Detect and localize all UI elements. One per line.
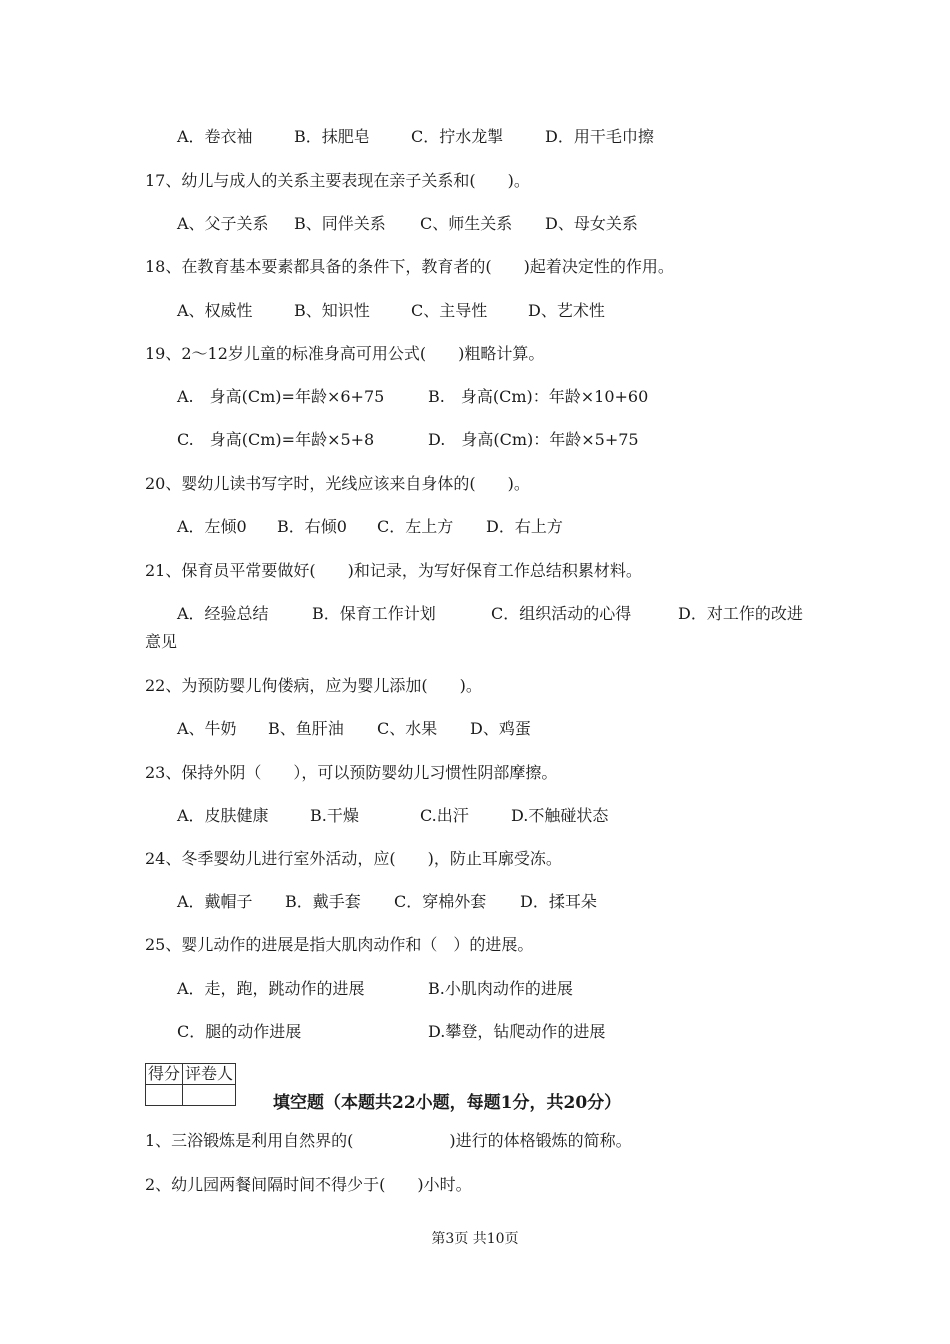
option-d: D、艺术性 <box>528 301 605 320</box>
option-c: C.出汗 <box>420 806 469 825</box>
option-c: C、师生关系 <box>420 214 513 233</box>
question-stem: 17、幼儿与成人的关系主要表现在亲子关系和( )。 <box>145 171 530 190</box>
option-b: B．右倾0 <box>277 517 347 536</box>
option-d: D．揉耳朵 <box>520 892 597 911</box>
option-a: A．左倾0 <box>177 517 247 536</box>
option-c: C．拧水龙掣 <box>411 127 504 146</box>
question-stem: 23、保持外阴（ ），可以预防婴幼儿习惯性阴部摩擦。 <box>145 763 558 782</box>
option-d: D.不触碰状态 <box>511 806 609 825</box>
option-d: D.攀登，钻爬动作的进展 <box>428 1022 606 1041</box>
option-c: C. 身高(Cm)=年龄×5+8 <box>177 430 375 449</box>
option-b: B、鱼肝油 <box>268 719 344 738</box>
option-a: A．皮肤健康 <box>177 806 269 825</box>
option-a: A．走，跑，跳动作的进展 <box>177 979 365 998</box>
option-a: A．卷衣袖 <box>177 127 253 146</box>
option-b: B．戴手套 <box>285 892 361 911</box>
option-b: B、同伴关系 <box>294 214 386 233</box>
fill-question: 1、三浴锻炼是利用自然界的( )进行的体格锻炼的简称。 <box>145 1131 632 1150</box>
option-a: A、父子关系 <box>177 214 269 233</box>
option-c: C．组织活动的心得 <box>491 604 632 623</box>
option-continuation: 意见 <box>145 632 178 651</box>
question-stem: 18、在教育基本要素都具备的条件下，教育者的( )起着决定性的作用。 <box>145 257 674 276</box>
score-table <box>145 1063 236 1106</box>
fill-question: 2、幼儿园两餐间隔时间不得少于( )小时。 <box>145 1175 472 1194</box>
question-stem: 24、冬季婴幼儿进行室外活动，应( )，防止耳廓受冻。 <box>145 849 562 868</box>
option-a: A．戴帽子 <box>177 892 253 911</box>
option-d: D、鸡蛋 <box>470 719 531 738</box>
option-d: D. 身高(Cm)：年龄×5+75 <box>428 430 639 449</box>
option-d: D．对工作的改进 <box>678 604 803 623</box>
question-stem: 20、婴幼儿读书写字时，光线应该来自身体的( )。 <box>145 474 530 493</box>
option-b: B．保育工作计划 <box>312 604 436 623</box>
grader-label: 评卷人 <box>183 1064 236 1085</box>
question-stem: 19、2～12岁儿童的标准身高可用公式( )粗略计算。 <box>145 344 545 363</box>
option-b: B.小肌肉动作的进展 <box>428 979 573 998</box>
option-b: B、知识性 <box>294 301 370 320</box>
question-stem: 21、保育员平常要做好( )和记录，为写好保育工作总结积累材料。 <box>145 561 642 580</box>
option-d: D．用干毛巾擦 <box>545 127 654 146</box>
section-title: 填空题（本题共22小题，每题1分，共20分） <box>273 1093 622 1113</box>
option-b: B. 身高(Cm)：年龄×10+60 <box>428 387 649 406</box>
option-d: D．右上方 <box>486 517 563 536</box>
option-a: A、牛奶 <box>177 719 237 738</box>
option-c: C、主导性 <box>411 301 488 320</box>
question-stem: 22、为预防婴儿佝偻病，应为婴儿添加( )。 <box>145 676 482 695</box>
option-c: C．左上方 <box>377 517 454 536</box>
page-footer: 第3页 共10页 <box>431 1231 519 1247</box>
option-b: B.干燥 <box>310 806 359 825</box>
option-c: C、水果 <box>377 719 438 738</box>
score-cell <box>146 1085 183 1106</box>
option-c: C．穿棉外套 <box>394 892 487 911</box>
option-a: A. 身高(Cm)=年龄×6+75 <box>177 387 385 406</box>
option-a: A．经验总结 <box>177 604 269 623</box>
question-stem: 25、婴儿动作的进展是指大肌肉动作和（ ）的进展。 <box>145 935 534 954</box>
option-b: B．抹肥皂 <box>294 127 370 146</box>
option-c: C．腿的动作进展 <box>177 1022 302 1041</box>
score-label: 得分 <box>146 1064 183 1085</box>
option-d: D、母女关系 <box>545 214 638 233</box>
option-a: A、权威性 <box>177 301 253 320</box>
grader-cell <box>183 1085 236 1106</box>
